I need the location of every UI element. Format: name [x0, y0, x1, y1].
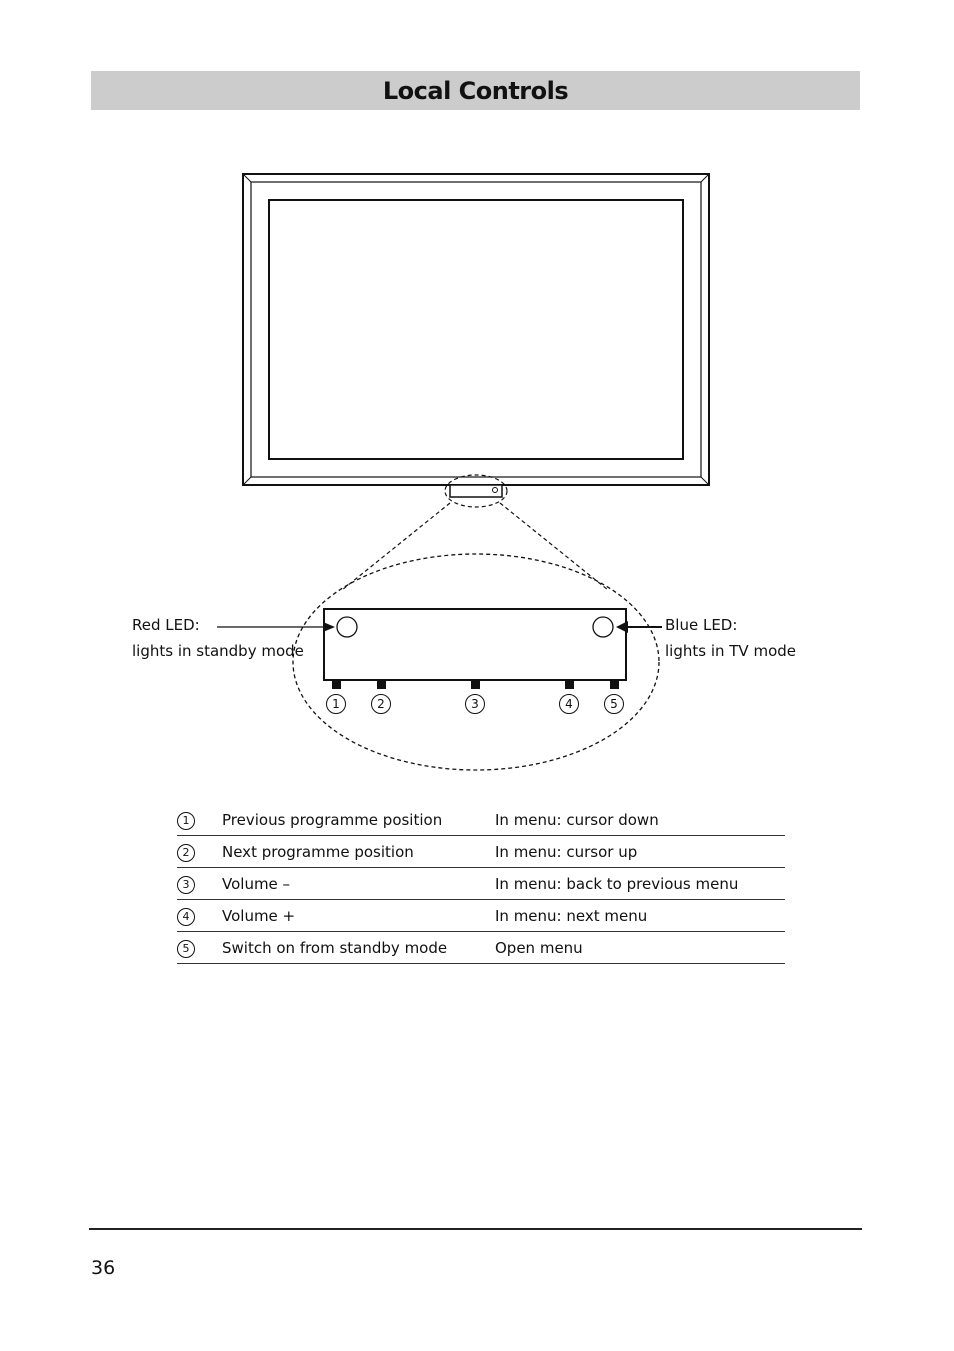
menu-cell: In menu: back to previous menu — [495, 874, 739, 893]
blue-led-indicator — [593, 617, 613, 637]
button-number-3: 3 — [465, 694, 485, 714]
row-number: 2 — [177, 844, 195, 862]
table-row — [177, 868, 785, 900]
function-cell: Previous programme position — [222, 810, 443, 829]
menu-cell: In menu: cursor up — [495, 842, 638, 861]
red-led-label: Red LED: lights in standby mode — [132, 616, 304, 660]
function-cell: Next programme position — [222, 842, 414, 861]
button-4 — [565, 680, 574, 689]
button-number-4: 4 — [559, 694, 579, 714]
enlarged-control-panel — [324, 609, 626, 680]
button-1 — [332, 680, 341, 689]
row-number: 3 — [177, 876, 195, 894]
tv-inner-frame — [251, 182, 701, 477]
table-row — [177, 804, 785, 836]
tv-control-panel — [450, 485, 502, 497]
red-led-indicator — [337, 617, 357, 637]
footer-divider — [89, 1228, 862, 1230]
row-number: 4 — [177, 908, 195, 926]
menu-cell: Open menu — [495, 938, 583, 957]
blue-led-label: Blue LED: lights in TV mode — [665, 616, 797, 660]
table-row — [177, 900, 785, 932]
table-row — [177, 932, 785, 964]
button-number-1: 1 — [326, 694, 346, 714]
button-number-5: 5 — [604, 694, 624, 714]
button-2 — [377, 680, 386, 689]
button-number-2: 2 — [371, 694, 391, 714]
page-title: Local Controls — [382, 76, 569, 105]
menu-cell: In menu: next menu — [495, 906, 648, 925]
table-row — [177, 836, 785, 868]
tv-screen — [269, 200, 683, 459]
row-number: 1 — [177, 812, 195, 830]
controls-table — [177, 804, 785, 964]
function-cell: Switch on from standby mode — [222, 938, 448, 957]
function-cell: Volume + — [222, 906, 296, 925]
row-number: 5 — [177, 940, 195, 958]
button-3 — [471, 680, 480, 689]
tv-outer-frame — [243, 174, 709, 485]
menu-cell: In menu: cursor down — [495, 810, 659, 829]
page-number: 36 — [91, 1257, 116, 1279]
button-5 — [610, 680, 619, 689]
function-cell: Volume – — [222, 874, 291, 893]
